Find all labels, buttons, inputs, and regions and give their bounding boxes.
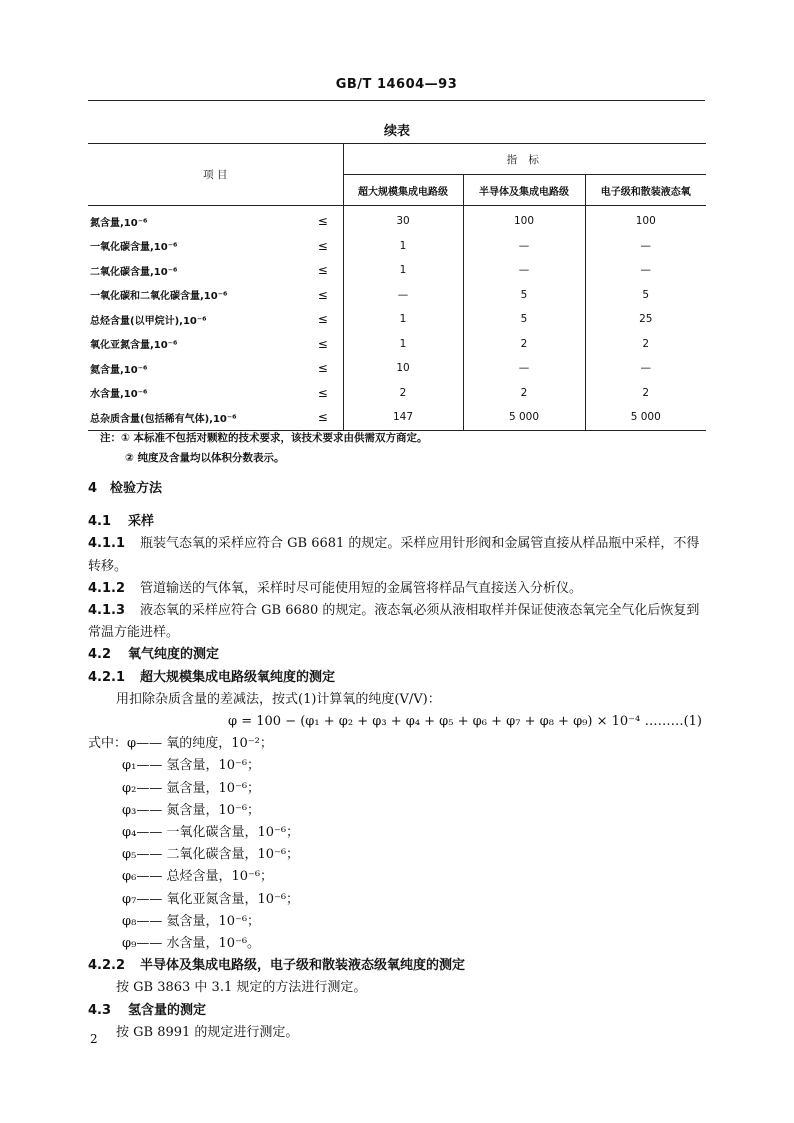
table-row — [88, 258, 706, 283]
section-title: 采样 — [128, 514, 155, 530]
section-title: 氧气纯度的测定 — [128, 647, 220, 663]
table-row — [88, 234, 706, 259]
value-cell: 5 — [642, 288, 650, 301]
paragraph-4-1-2 — [88, 578, 708, 600]
table-row — [88, 332, 706, 357]
section-4-2-2-heading — [88, 955, 708, 977]
section-number: 4.1.3 — [88, 603, 126, 619]
le-symbol: ≤ — [303, 405, 343, 430]
column-header: 半导体及集成电路级 — [463, 175, 585, 206]
purity-intro: 用扣除杂质含量的差减法，按式(1)计算氧的纯度(V/V)： — [116, 691, 441, 707]
definition-item: φ₅—— 二氧化碳含量，10⁻⁶； — [122, 847, 300, 863]
section-number: 4.1.2 — [88, 580, 126, 596]
le-symbol: ≤ — [303, 332, 343, 357]
paragraph-4-1-1 — [88, 533, 708, 577]
item-name: 总烃含量(以甲烷计),10⁻⁶ — [90, 315, 207, 327]
value-cell: 5 000 — [585, 405, 706, 430]
value-cell: 2 — [463, 332, 585, 357]
section-number: 4 — [88, 481, 98, 496]
item-name: 氮含量,10⁻⁶ — [90, 217, 148, 229]
table-row — [88, 356, 706, 381]
definition-item: φ₃—— 氮含量，10⁻⁶； — [122, 802, 261, 818]
document-body — [88, 478, 708, 1044]
value-cell: 5 000 — [463, 405, 585, 430]
value-cell: 100 — [463, 206, 585, 234]
note-2: ② 纯度及含量均以体积分数表示。 — [125, 452, 285, 464]
table-row — [88, 381, 706, 406]
value-cell: 1 — [343, 332, 463, 357]
item-name: 一氧化碳含量,10⁻⁶ — [90, 242, 178, 254]
purity-formula — [88, 711, 708, 733]
value-cell: 2 — [642, 337, 650, 350]
definition-item: φ₄—— 一氧化碳含量，10⁻⁶； — [122, 825, 300, 841]
spec-table — [88, 143, 706, 431]
value-cell: 147 — [343, 405, 463, 430]
item-name: 水含量,10⁻⁶ — [90, 389, 148, 401]
item-name: 二氧化碳含量,10⁻⁶ — [90, 266, 178, 278]
value-cell: 2 — [463, 381, 585, 406]
table-row — [88, 206, 706, 234]
item-name: 一氧化碳和二氧化碳含量,10⁻⁶ — [90, 291, 228, 303]
paragraph-text: 液态氧的采样应符合 GB 6680 的规定。液态氧必须从液相取样并保证使液态氧完全气化后恢复到常温方能进样。 — [88, 603, 700, 641]
item-name: 总杂质含量(包括稀有气体),10⁻⁶ — [88, 405, 303, 430]
paragraph-4-3: 按 GB 8991 的规定进行测定。 — [116, 1024, 299, 1040]
table-row — [88, 307, 706, 332]
section-number: 4.1 — [88, 514, 112, 530]
value-cell: — — [640, 239, 651, 252]
value-cell: 5 — [463, 283, 585, 308]
item-name: 氦含量,10⁻⁶ — [90, 364, 148, 376]
value-cell: — — [463, 356, 585, 381]
section-4-heading — [88, 478, 708, 500]
le-symbol: ≤ — [303, 206, 343, 234]
section-number: 4.1.1 — [88, 536, 126, 552]
value-cell: 10 — [343, 356, 463, 381]
section-number: 4.2 — [88, 647, 112, 663]
section-4-2-heading — [88, 644, 708, 666]
value-cell: 1 — [343, 307, 463, 332]
formula-definitions — [88, 733, 708, 955]
definition-item: φ₂—— 氩含量，10⁻⁶； — [122, 780, 261, 796]
paragraph-text: 瓶装气态氧的采样应符合 GB 6681 的规定。采样应用针形阀和金属管直接从样品瓶中采样，不得转移。 — [88, 536, 700, 574]
section-title: 氢含量的测定 — [128, 1002, 207, 1018]
item-name: 氧化亚氮含量,10⁻⁶ — [90, 340, 178, 352]
table-notes — [100, 428, 428, 468]
definition-item: φ₉—— 水含量，10⁻⁶。 — [122, 936, 261, 952]
value-cell: — — [463, 234, 585, 259]
le-symbol: ≤ — [303, 258, 343, 283]
section-title: 半导体及集成电路级，电子级和散装液态级氧纯度的测定 — [140, 958, 466, 974]
le-symbol: ≤ — [303, 381, 343, 406]
section-number: 4.3 — [88, 1002, 112, 1018]
formula-expression: φ = 100 − (φ₁ + φ₂ + φ₃ + φ₄ + φ₅ + φ₆ + φ₇ + φ₈ + φ₉) × 10⁻⁴ — [228, 714, 641, 730]
le-symbol: ≤ — [303, 307, 343, 332]
value-cell: 1 — [343, 258, 463, 283]
le-symbol: ≤ — [303, 234, 343, 259]
table-row — [88, 283, 706, 308]
value-cell: — — [640, 264, 651, 277]
section-number: 4.2.2 — [88, 958, 126, 974]
definition-item: φ₁—— 氢含量，10⁻⁶； — [122, 758, 261, 774]
standard-header: GB/T 14604—93 — [335, 77, 458, 92]
page-number: 2 — [90, 1032, 98, 1046]
value-cell: 30 — [343, 206, 463, 234]
le-symbol: ≤ — [303, 356, 343, 381]
section-4-3-heading — [88, 1000, 708, 1022]
definition-item: φ₈—— 氦含量，10⁻⁶； — [122, 913, 261, 929]
column-header: 超大规模集成电路级 — [343, 175, 463, 206]
note-1: 注：① 本标准不包括对颗粒的技术要求，该技术要求由供需双方商定。 — [100, 432, 428, 444]
value-cell: — — [463, 258, 585, 283]
value-cell: 25 — [639, 313, 653, 326]
definition-item: φ₆—— 总烃含量，10⁻⁶； — [122, 869, 274, 885]
value-cell: — — [343, 283, 463, 308]
item-header: 项 目 — [88, 144, 343, 206]
section-number: 4.2.1 — [88, 669, 126, 685]
value-cell: 1 — [343, 234, 463, 259]
value-cell: 100 — [635, 215, 656, 228]
paragraph-4-1-3 — [88, 600, 708, 644]
paragraph-4-2-2: 按 GB 3863 中 3.1 规定的方法进行测定。 — [116, 980, 367, 996]
header-rule — [88, 100, 705, 101]
table-row — [88, 405, 706, 430]
column-header: 电子级和散装液态氧 — [585, 175, 706, 206]
section-4-1-heading — [88, 511, 708, 533]
section-title: 超大规模集成电路级氧纯度的测定 — [140, 669, 336, 685]
table-title: 续表 — [383, 124, 410, 139]
definition-item: 式中：φ—— 氧的纯度，10⁻²； — [88, 736, 273, 752]
section-title: 检验方法 — [110, 481, 163, 496]
indicator-header: 指 标 — [343, 144, 706, 175]
value-cell: 2 — [642, 386, 650, 399]
section-4-2-1-heading — [88, 667, 708, 689]
definition-item: φ₇—— 氧化亚氮含量，10⁻⁶； — [122, 891, 300, 907]
value-cell: 2 — [343, 381, 463, 406]
le-symbol: ≤ — [303, 283, 343, 308]
formula-number: ………(1) — [644, 714, 702, 730]
value-cell: — — [640, 362, 651, 375]
paragraph-text: 管道输送的气体氧，采样时尽可能使用短的金属管将样品气直接送入分析仪。 — [140, 580, 583, 596]
value-cell: 5 — [463, 307, 585, 332]
